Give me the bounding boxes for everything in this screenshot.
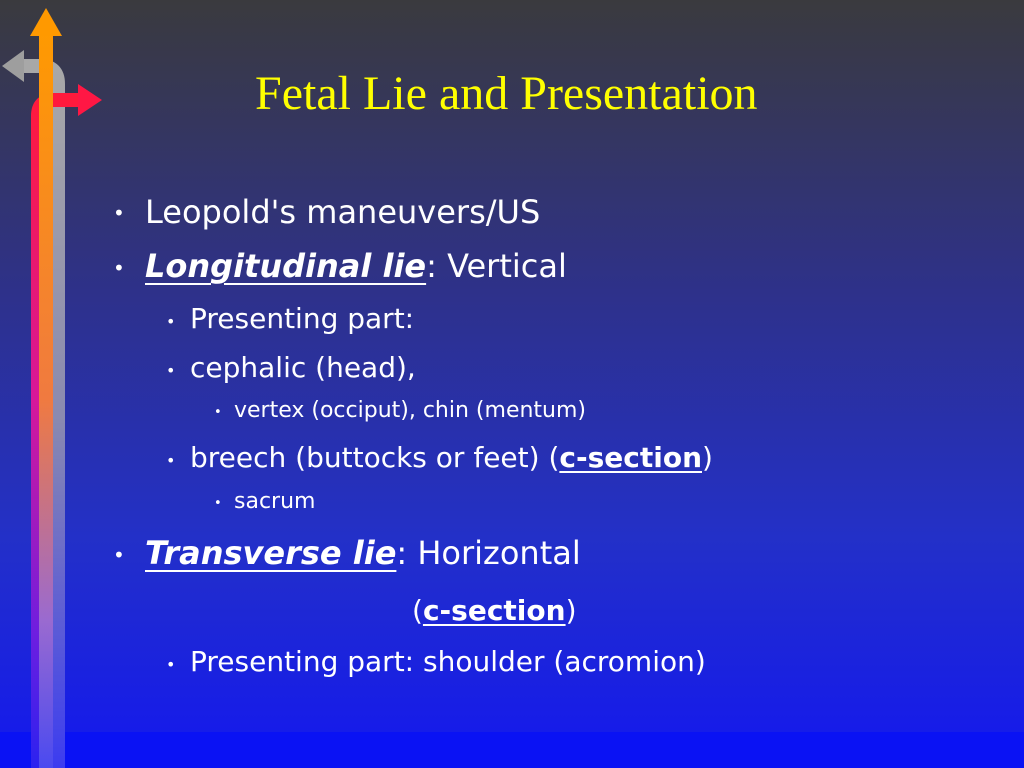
decorative-arrows [0, 0, 110, 768]
bullet-text: vertex (occiput), chin (mentum) [234, 398, 586, 423]
bullet-text: sacrum [234, 489, 316, 514]
c-section-link[interactable]: c-section [422, 594, 566, 627]
breech-text: breech (buttocks or feet) ( [190, 441, 560, 474]
bullet-marker: • [113, 543, 125, 567]
bullet-marker: • [166, 451, 176, 470]
bullet-marker: • [214, 496, 222, 511]
bullet-marker: • [166, 361, 176, 380]
bullet-text [145, 534, 581, 572]
bullet-marker: • [214, 405, 222, 420]
paren-open: ( [412, 594, 423, 627]
continuation-text [412, 594, 577, 627]
transverse-lie-term: Transverse lie [145, 534, 397, 572]
transverse-lie-desc: : Horizontal [396, 534, 581, 572]
longitudinal-lie-term: Longitudinal lie [145, 247, 427, 285]
bullet-text: Presenting part: [190, 302, 415, 335]
bullet-marker: • [113, 201, 125, 225]
longitudinal-lie-desc: : Vertical [426, 247, 567, 285]
bullet-text [190, 441, 713, 474]
breech-close: ) [702, 441, 713, 474]
bullet-marker: • [113, 256, 125, 280]
slide-title: Fetal Lie and Presentation [255, 67, 758, 120]
bullet-text: cephalic (head), [190, 351, 416, 384]
c-section-link[interactable]: c-section [559, 441, 702, 474]
bullet-text: Leopold's maneuvers/US [145, 193, 541, 231]
bottom-band [0, 732, 1024, 768]
paren-close: ) [565, 594, 577, 627]
bullet-text [145, 247, 567, 285]
bullet-text: Presenting part: shoulder (acromion) [190, 645, 706, 678]
bullet-marker: • [166, 655, 176, 674]
bullet-marker: • [166, 312, 176, 331]
